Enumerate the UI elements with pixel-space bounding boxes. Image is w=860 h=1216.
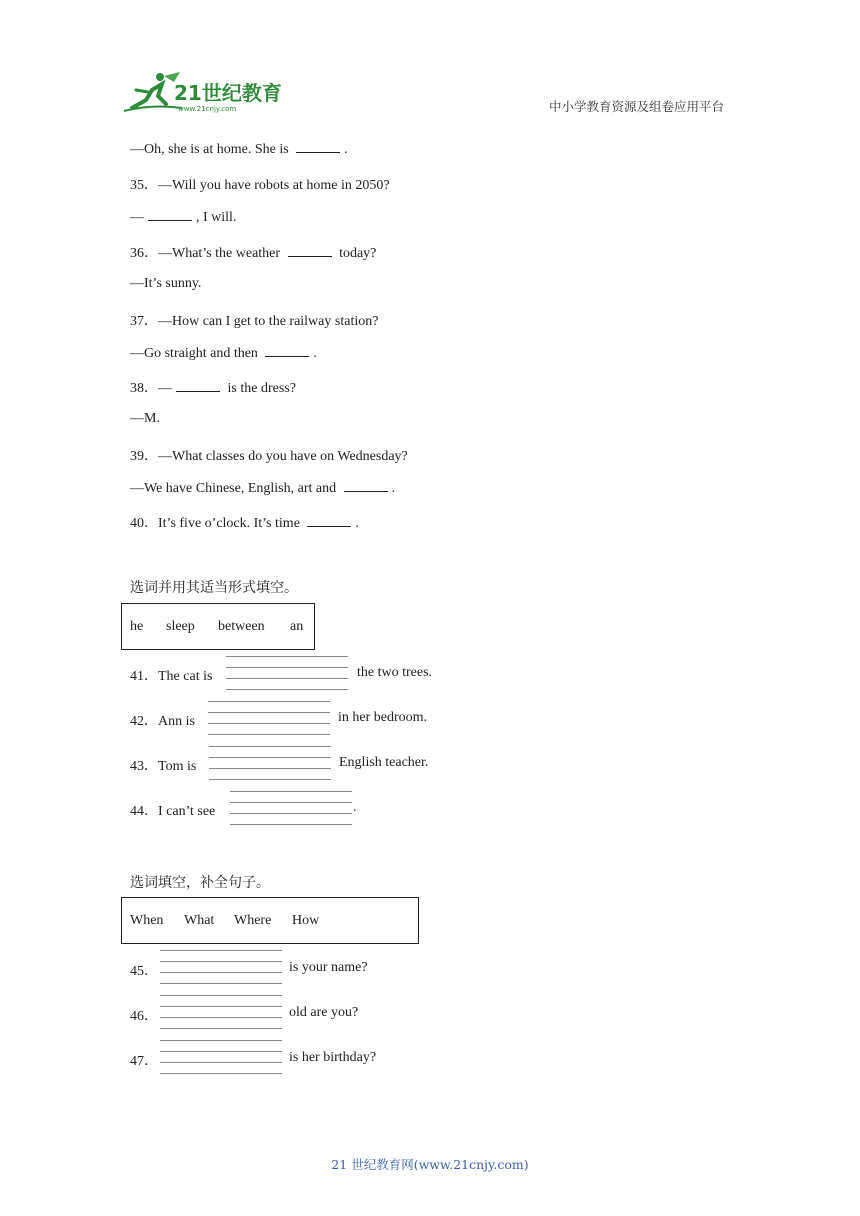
logo-url-text: www.21cnjy.com (178, 105, 237, 113)
question-text-after: old are you? (289, 1005, 359, 1020)
question-line: 40．It’s five o’clock. It’s time . (130, 516, 359, 531)
question-line: —We have Chinese, English, art and . (130, 481, 396, 496)
runner-logo-icon (122, 70, 292, 114)
question-line: 38．— is the dress? (130, 381, 296, 396)
answer-blank[interactable] (148, 208, 192, 221)
question-text-after: in her bedroom. (338, 710, 428, 725)
question-text-before: Tom is (158, 759, 197, 774)
answer-blank[interactable] (307, 514, 351, 527)
question-text-before: I can’t see (158, 804, 216, 819)
section1-title: 选词并用其适当形式填空。 (130, 580, 298, 596)
answer-blank[interactable] (265, 344, 309, 357)
answer-blank[interactable] (160, 995, 282, 1029)
question-line: 37．—How can I get to the railway station? (130, 314, 379, 329)
answer-blank[interactable] (344, 479, 388, 492)
question-text-after: is your name? (289, 960, 368, 975)
question-line: — , I will. (130, 210, 237, 225)
site-logo (122, 70, 292, 114)
section2-word-box (121, 897, 419, 944)
question-47 (130, 1050, 158, 1070)
question-line: 35．—Will you have robots at home in 2050? (130, 178, 390, 193)
word-option: he (130, 618, 144, 634)
question-number: 47． (130, 1054, 158, 1069)
answer-blank[interactable] (209, 746, 331, 780)
question-line: —M. (130, 411, 160, 426)
answer-blank[interactable] (288, 244, 332, 257)
question-number: 46． (130, 1009, 158, 1024)
answer-blank[interactable] (176, 379, 220, 392)
word-option: When (130, 912, 164, 928)
word-option: How (292, 912, 320, 928)
section1-word-box (121, 603, 315, 650)
question-number: 45． (130, 964, 158, 979)
question-line: 36．—What’s the weather today? (130, 246, 377, 261)
question-text-after: English teacher. (339, 755, 429, 770)
question-42 (130, 710, 195, 730)
question-line: —Go straight and then . (130, 346, 317, 361)
footer-text: 21 世纪教育网(www.21cnjy.com) (331, 1157, 529, 1172)
answer-blank[interactable] (160, 950, 282, 984)
logo-text: 21世纪教育 (174, 81, 282, 105)
question-46 (130, 1005, 158, 1025)
question-number: 44． (130, 804, 158, 819)
question-line: —It’s sunny. (130, 276, 202, 291)
question-43 (130, 755, 196, 775)
question-number: 43． (130, 759, 158, 774)
question-text-after: the two trees. (357, 665, 433, 680)
question-45 (130, 960, 158, 980)
word-option: Where (234, 912, 272, 928)
question-44 (130, 800, 215, 820)
question-number: 41． (130, 669, 158, 684)
footer-link[interactable] (0, 1155, 860, 1173)
word-option: between (218, 618, 265, 634)
question-number: 42． (130, 714, 158, 729)
platform-label: 中小学教育资源及组卷应用平台 (549, 99, 725, 114)
question-text-before: The cat is (158, 669, 213, 684)
answer-blank[interactable] (208, 701, 330, 735)
question-text-after: . (353, 800, 357, 815)
question-line: —Oh, she is at home. She is . (130, 142, 348, 157)
answer-blank[interactable] (230, 791, 352, 825)
answer-blank[interactable] (226, 656, 348, 690)
question-41 (130, 665, 212, 685)
question-text-before: Ann is (158, 714, 195, 729)
section2-title: 选词填空，补全句子。 (130, 875, 270, 891)
word-option: What (184, 912, 215, 928)
answer-blank[interactable] (160, 1040, 282, 1074)
word-option: sleep (166, 618, 195, 634)
question-text-after: is her birthday? (289, 1050, 377, 1065)
answer-blank[interactable] (296, 140, 340, 153)
question-line: 39．—What classes do you have on Wednesday? (130, 449, 408, 464)
word-option: an (290, 618, 304, 634)
